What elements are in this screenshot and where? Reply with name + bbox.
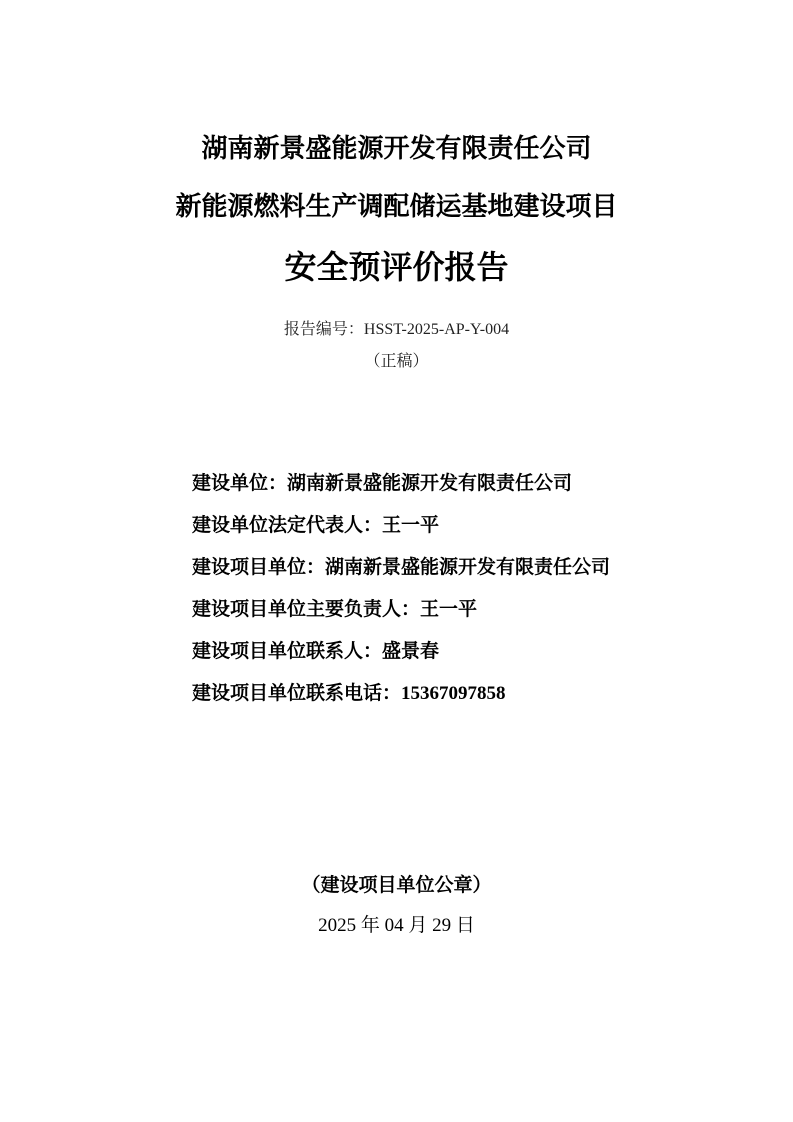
seal-note: （建设项目单位公章）	[301, 874, 492, 896]
document-status: （正稿）	[364, 353, 429, 370]
title-report: 安全预评价报告	[284, 248, 509, 286]
report-date: 2025 年 04 月 29 日	[318, 915, 475, 936]
title-project: 新能源燃料生产调配储运基地建设项目	[175, 192, 618, 222]
info-label: 建设项目单位联系电话：	[192, 682, 402, 704]
info-label: 建设单位法定代表人：	[192, 514, 383, 536]
info-value: 王一平	[382, 514, 440, 536]
report-number: 报告编号：HSST-2025-AP-Y-004	[283, 321, 510, 338]
title-company: 湖南新景盛能源开发有限责任公司	[201, 134, 592, 164]
info-row-legal-representative	[192, 512, 752, 554]
info-value-phone: 15367097858	[401, 683, 506, 704]
info-label: 建设项目单位：	[192, 556, 326, 578]
info-label: 建设项目单位联系人：	[192, 640, 383, 662]
info-label: 建设单位：	[192, 472, 288, 494]
info-value: 盛景春	[382, 640, 440, 662]
info-row-contact-person	[192, 638, 752, 680]
info-row-contact-phone	[192, 680, 752, 722]
info-value: 湖南新景盛能源开发有限责任公司	[287, 472, 573, 494]
info-row-construction-unit	[192, 470, 752, 512]
info-value: 王一平	[420, 598, 478, 620]
info-row-principal	[192, 596, 752, 638]
info-value: 湖南新景盛能源开发有限责任公司	[325, 556, 611, 578]
info-label: 建设项目单位主要负责人：	[192, 598, 421, 620]
info-row-project-unit	[192, 554, 752, 596]
info-block	[192, 470, 752, 722]
